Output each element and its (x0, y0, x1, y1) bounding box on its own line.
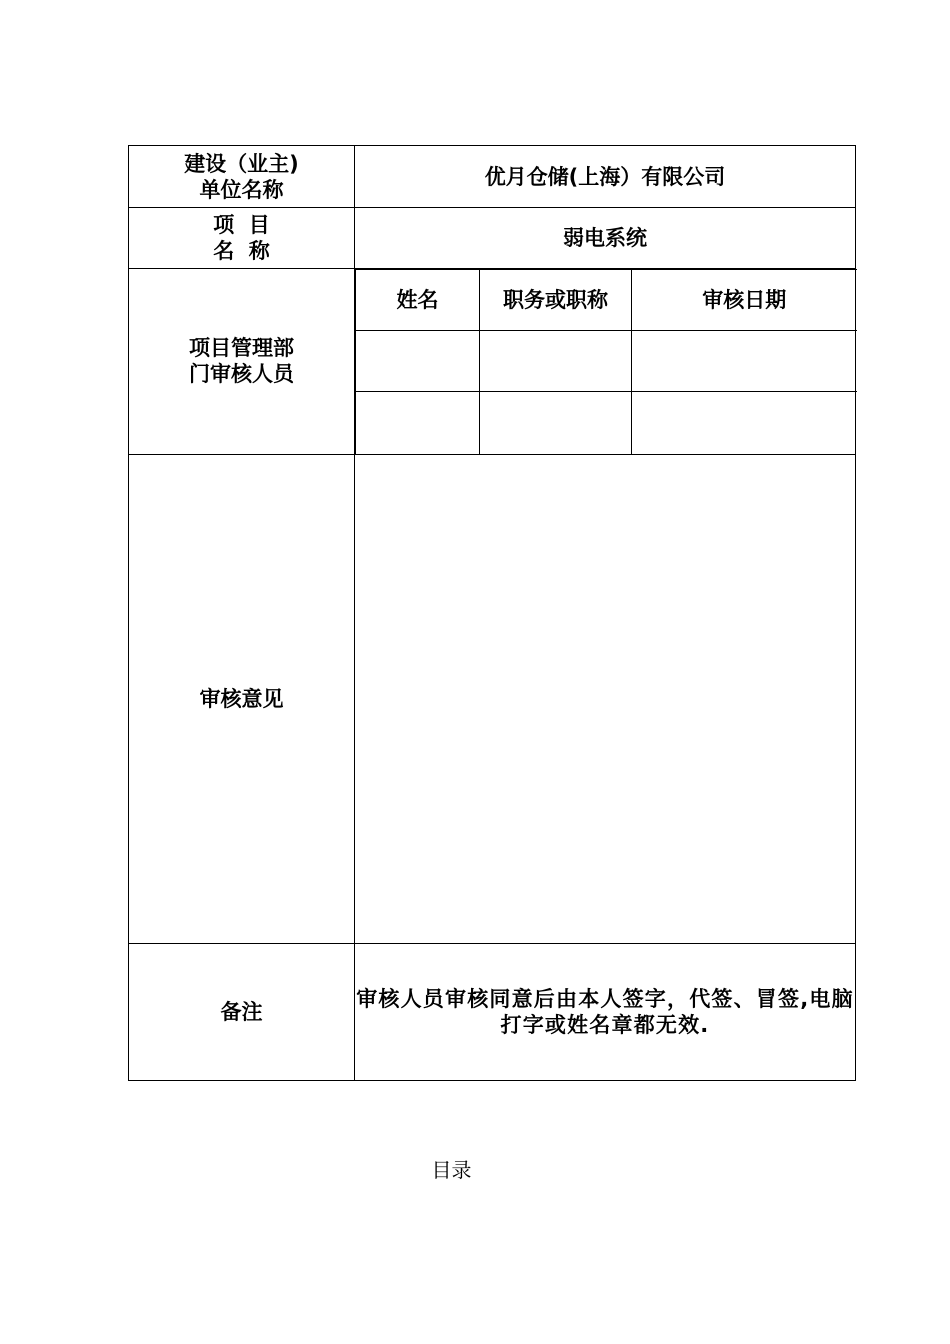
opinion-label: 审核意见 (129, 454, 355, 943)
reviewer-date-cell[interactable] (632, 331, 857, 392)
reviewer-title-cell[interactable] (480, 392, 632, 454)
review-form (128, 145, 855, 1081)
opinion-row (129, 454, 856, 943)
reviewer-row (356, 331, 857, 392)
reviewers-header-row (356, 270, 857, 331)
reviewer-date-cell[interactable] (632, 392, 857, 454)
project-row (129, 208, 856, 269)
opinion-value[interactable] (355, 454, 856, 943)
reviewers-table-cell (355, 269, 856, 455)
reviewer-name-cell[interactable] (356, 392, 480, 454)
reviewers-label: 项目管理部 门审核人员 (129, 269, 355, 455)
construction-unit-label: 建设（业主) 单位名称 (129, 146, 355, 208)
project-value[interactable]: 弱电系统 (355, 208, 856, 269)
toc-heading: 目录 (431, 1158, 472, 1182)
construction-unit-value[interactable]: 优月仓储(上海）有限公司 (355, 146, 856, 208)
reviewer-title-cell[interactable] (480, 331, 632, 392)
reviewer-name-cell[interactable] (356, 331, 480, 392)
reviewers-table (355, 269, 857, 454)
project-label: 项 目 名 称 (129, 208, 355, 269)
column-header-name: 姓名 (356, 270, 480, 331)
column-header-title: 职务或职称 (480, 270, 632, 331)
notes-value: 审核人员审核同意后由本人签字，代签、冒签,电脑打字或姓名章都无效. (355, 943, 856, 1080)
reviewer-row (356, 392, 857, 454)
notes-row (129, 943, 856, 1080)
construction-unit-row (129, 146, 856, 208)
reviewers-row (129, 269, 856, 455)
column-header-date: 审核日期 (632, 270, 857, 331)
notes-label: 备注 (129, 943, 355, 1080)
review-form-table (128, 145, 856, 1081)
